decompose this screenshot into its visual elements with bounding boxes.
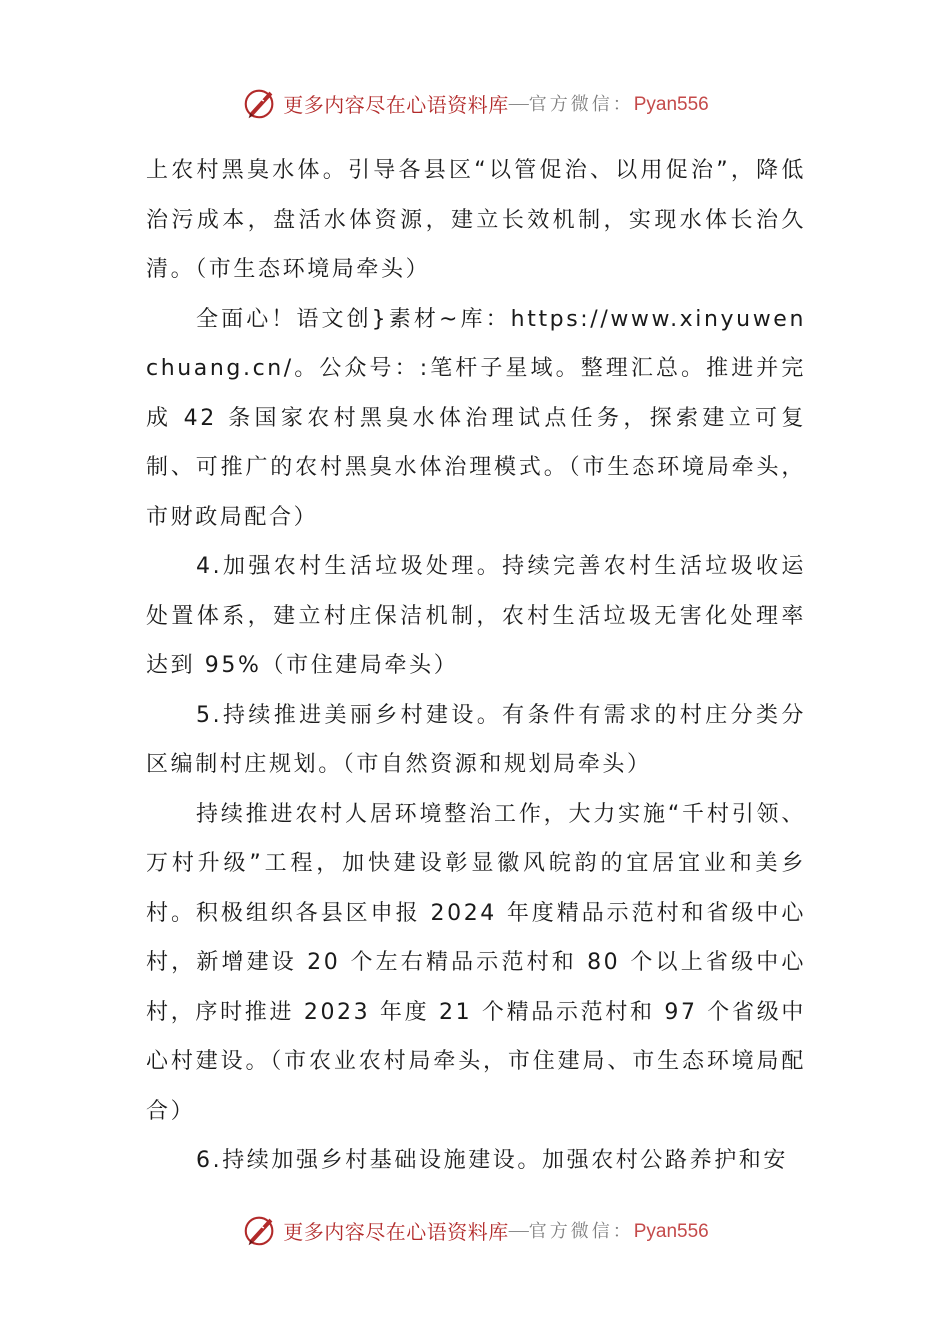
banner-title: 更多内容尽在心语资料库 (283, 1219, 509, 1244)
paragraph-watermark-line: 全面心！语文创}素材~库：https://www.xinyuwenchuang.cn/。公众号：:笔杆子星域。整理汇总。推进并完成 42 条国家农村黑臭水体治理试点任务，探索建立可复制、可推广的农村黑臭水体治理模式。（市生态环境局牵头，市财政局配合） (146, 306, 806, 530)
pen-logo-icon (241, 1211, 279, 1249)
banner-separator: — (508, 1218, 529, 1241)
footer-banner (0, 1205, 950, 1255)
header-banner (0, 78, 950, 128)
banner-official-label (529, 1217, 709, 1243)
banner-title: 更多内容尽在心语资料库 (283, 92, 509, 117)
banner-official-text: 官方微信： (528, 1221, 634, 1242)
banner-separator: — (508, 91, 529, 114)
banner-official-text: 官方微信： (528, 94, 634, 115)
pen-logo-icon (241, 84, 279, 122)
paragraph-village-rectification: 持续推进农村人居环境整治工作，大力实施“千村引领、万村升级”工程，加快建设彰显徽风皖韵的宜居宜业和美乡村。积极组织各县区申报 2024 年度精品示范村和省级中心村，新增建设 20 个左右精品示范村和 80 个以上省级中心村，序时推进 2023 年度 21 个精品示范村和 97 个省级中心村建设。（市农业农村局牵头，市住建局、市生态环境局配合） (146, 801, 806, 1124)
banner-handle-id: Pyan556 (633, 94, 709, 115)
banner-official-label (529, 90, 709, 116)
document-body (146, 146, 806, 1186)
paragraph-item-6: 6.持续加强乡村基础设施建设。加强农村公路养护和安 (196, 1148, 788, 1173)
banner-handle-id: Pyan556 (633, 1221, 709, 1242)
paragraph-item-4: 4.加强农村生活垃圾处理。持续完善农村生活垃圾收运处置体系，建立村庄保洁机制，农村生活垃圾无害化处理率达到 95%（市住建局牵头） (146, 554, 806, 678)
paragraph-continued: 上农村黑臭水体。引导各县区“以管促治、以用促治”，降低治污成本，盘活水体资源，建立长效机制，实现水体长治久清。（市生态环境局牵头） (146, 158, 806, 282)
paragraph-item-5: 5.持续推进美丽乡村建设。有条件有需求的村庄分类分区编制村庄规划。（市自然资源和规划局牵头） (146, 702, 806, 777)
